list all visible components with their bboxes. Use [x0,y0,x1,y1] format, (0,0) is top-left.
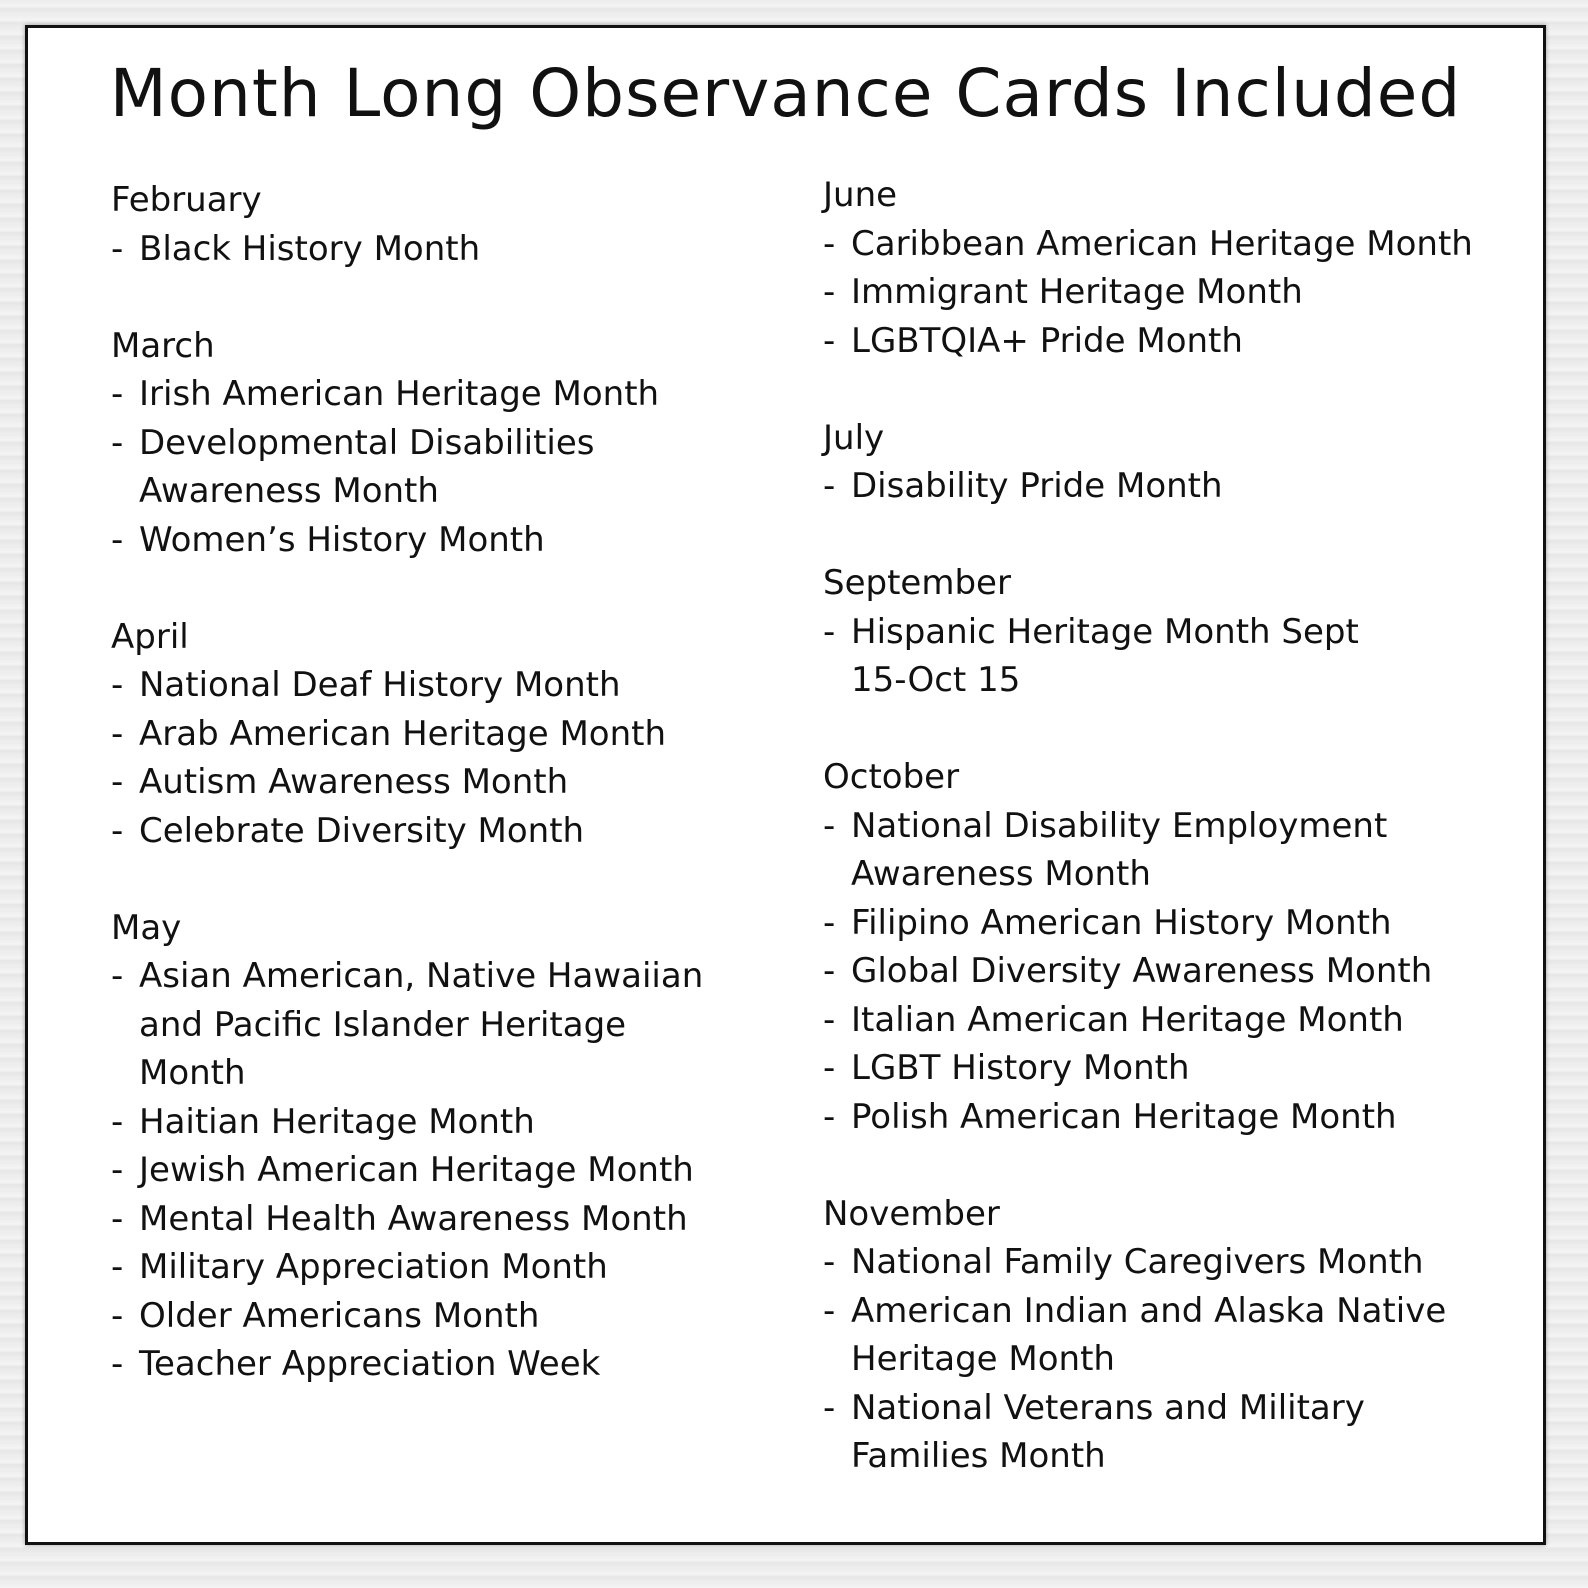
page-title: Month Long Observance Cards Included [109,55,1462,132]
observance-item: - Arab American Heritage Month [111,713,667,754]
observance-item: - Filipino American History Month [823,902,1392,943]
observance-item: - Italian American Heritage Month [823,999,1404,1040]
observance-item: - Older Americans Month [111,1295,540,1336]
month-heading: April [111,616,189,657]
month-heading: November [823,1193,1000,1234]
observance-item: - LGBTQIA+ Pride Month [823,320,1243,361]
observance-card [25,25,1546,1545]
observance-item: - LGBT History Month [823,1048,1190,1088]
month-heading: July [823,417,885,458]
observance-item: - Black History Month [111,228,481,269]
observance-item: - Teacher Appreciation Week [111,1344,601,1384]
month-heading: March [111,325,215,366]
observance-item: - Caribbean American Heritage Month [823,223,1473,264]
month-group-may [111,904,791,1389]
observance-item: - Haitian Heritage Month [111,1101,535,1142]
observance-item: - Jewish American Heritage Month [111,1150,694,1190]
observance-item: - Irish American Heritage Month [111,374,660,414]
observance-item: - Women’s History Month [111,519,545,560]
observance-item: - Hispanic Heritage Month Sept 15-Oct 15 [823,611,1359,700]
month-group-april [111,613,791,856]
observance-item: - National Deaf History Month [111,665,621,705]
left-column [111,176,791,1437]
month-group-june [823,171,1523,365]
observance-item: - National Veterans and Military Families Month [823,1387,1365,1476]
month-group-july [823,414,1523,511]
observance-item: - Developmental Disabilities Awareness Month [111,422,595,511]
observance-item: - Mental Health Awareness Month [111,1198,688,1239]
month-heading: June [823,175,898,215]
observance-item: - Autism Awareness Month [111,762,569,802]
observance-item: - Celebrate Diversity Month [111,810,585,851]
right-column [823,171,1523,1529]
month-heading: May [111,907,182,948]
observance-item: - American Indian and Alaska Native Heritage Month [823,1290,1447,1379]
observance-item: - National Family Caregivers Month [823,1242,1424,1282]
observance-item: - Global Diversity Awareness Month [823,951,1433,991]
month-group-february [111,176,791,273]
month-group-november [823,1190,1523,1481]
observance-item: - National Disability Employment Awareness Month [823,805,1388,894]
observance-item: - Polish American Heritage Month [823,1096,1397,1137]
month-group-september [823,559,1523,705]
month-group-march [111,322,791,565]
month-group-october [823,753,1523,1141]
observance-item: - Immigrant Heritage Month [823,272,1303,312]
observance-item: - Asian American, Native Hawaiian and Pacific Islander Heritage Month [111,956,704,1093]
month-heading: October [823,757,960,797]
observance-item: - Military Appreciation Month [111,1247,608,1287]
month-heading: September [823,563,1011,603]
observance-item: - Disability Pride Month [823,466,1223,506]
month-heading: February [111,180,262,220]
